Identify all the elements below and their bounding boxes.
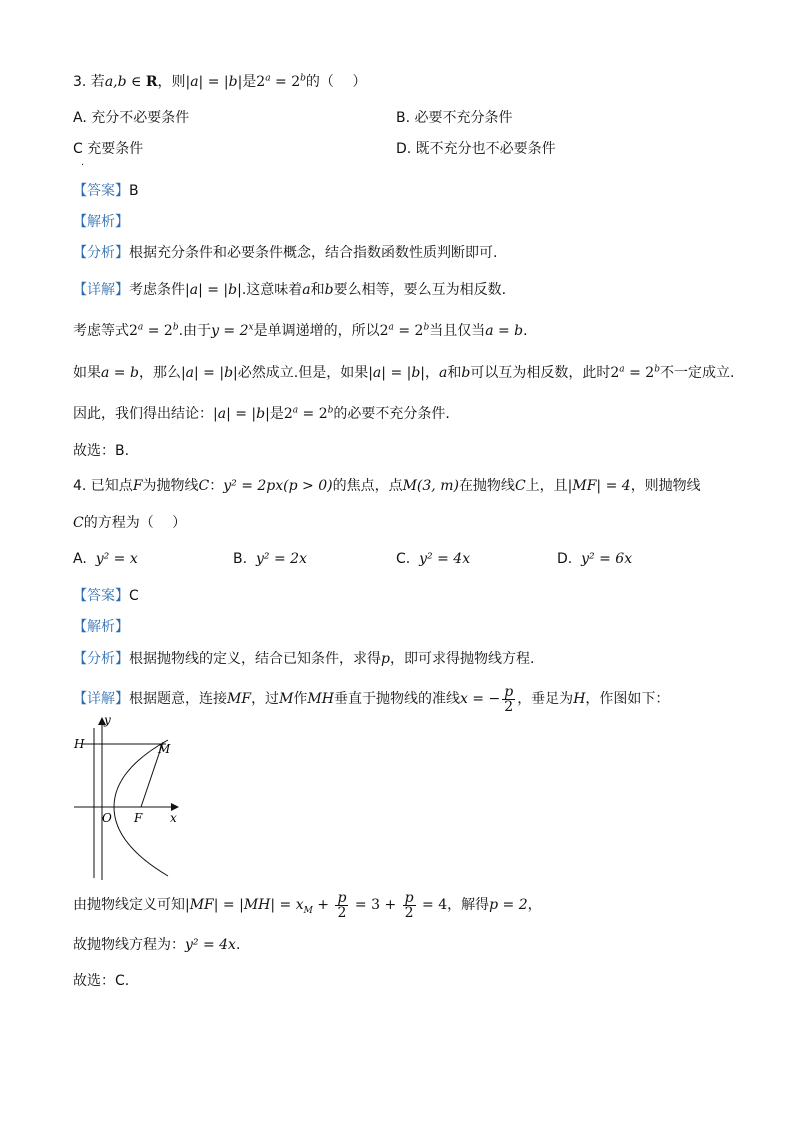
text: ，作图如下： — [585, 691, 670, 707]
math: a — [292, 405, 299, 416]
q4-stem-2 — [73, 513, 186, 533]
q4-option-c — [396, 549, 470, 569]
fig-label-m: M — [158, 742, 171, 756]
label: B. — [233, 551, 248, 567]
q3-eq-base: 2 — [256, 74, 266, 90]
math: = 2 — [298, 406, 328, 422]
q3-stray-dot: · — [81, 160, 85, 171]
math: M — [303, 905, 313, 916]
q3-stem — [73, 72, 366, 92]
fraction-p-over-2 — [502, 685, 515, 714]
math: a — [302, 282, 311, 298]
text: 4. 已知点 — [73, 478, 133, 494]
q4-fenxi — [73, 649, 534, 669]
answer-tag: 【答案】 — [73, 183, 129, 199]
q3-number: 3. 若 — [73, 74, 105, 90]
text: .由于 — [178, 323, 212, 339]
q3-xiangjie-2 — [73, 321, 528, 341]
q3-option-c: C 充要条件 — [73, 141, 144, 157]
fig-label-f: F — [134, 811, 143, 825]
q3-option-d: D. 既不充分也不必要条件 — [396, 141, 556, 157]
text: 和 — [447, 365, 462, 381]
q3-xiangjie-3 — [73, 363, 734, 383]
math: 2 — [610, 365, 620, 381]
numerator: p — [504, 683, 514, 700]
math: y² = x — [95, 551, 138, 567]
q4-option-d — [557, 549, 632, 569]
math: 2 — [379, 323, 389, 339]
parabola-figure — [68, 710, 188, 882]
math: = 2 — [143, 323, 173, 339]
math: 2 — [129, 323, 138, 339]
q3-vars: a,b — [104, 74, 127, 90]
text: 如果 — [73, 365, 101, 381]
text: ，解得 — [447, 897, 490, 913]
text: ，即可求得抛物线方程. — [389, 651, 535, 667]
fig-label-x: x — [170, 811, 177, 825]
fraction-p-over-2 — [403, 891, 416, 920]
text: .这意味着 — [241, 282, 303, 298]
math: a — [388, 322, 394, 333]
math: C — [198, 478, 210, 494]
math: H — [573, 691, 586, 707]
math: p — [381, 651, 390, 667]
q3-xiangjie-4 — [73, 404, 450, 424]
text: 的焦点，点 — [332, 478, 403, 494]
math: |MF| = |MH| = x — [185, 897, 304, 913]
text: 由抛物线定义可知 — [73, 897, 185, 913]
q3-exp-a: a — [265, 73, 271, 84]
math: b — [654, 364, 660, 375]
q3-real-set: R — [145, 74, 158, 90]
q3-in: ∈ — [126, 74, 146, 90]
fig-label-h: H — [74, 737, 85, 751]
text: 的方程为（ ） — [83, 515, 187, 531]
math: C — [514, 478, 526, 494]
math: MH — [307, 691, 334, 707]
math: MF — [227, 691, 252, 707]
jiexi-tag: 【解析】 — [73, 619, 129, 635]
q4-xiangjie-2 — [73, 890, 542, 920]
jiexi-tag: 【解析】 — [73, 214, 129, 230]
q4-answer — [73, 586, 139, 606]
math: |a| = |b| — [368, 365, 426, 381]
math: b — [327, 405, 334, 416]
text: 要么相等，要么互为相反数. — [333, 282, 507, 298]
denominator: 2 — [337, 904, 347, 921]
text: 考虑条件 — [129, 282, 185, 298]
q3-tail: 的（ ） — [305, 74, 367, 90]
text: 考虑等式 — [73, 323, 129, 339]
math: p = 2 — [489, 897, 528, 913]
q3-option-b: B. 必要不充分条件 — [396, 110, 513, 126]
q4-xiangjie-3 — [73, 935, 240, 955]
math: = 2 — [624, 365, 655, 381]
text: 因此，我们得出结论： — [73, 406, 213, 422]
fraction-p-over-2 — [335, 891, 348, 920]
math: = 3 + — [350, 897, 401, 913]
q4-guxuan: 故选：C. — [73, 973, 130, 989]
text: 可以互为相反数，此时 — [470, 365, 611, 381]
math: M — [279, 691, 294, 707]
math: a — [137, 322, 144, 333]
math: |a| = |b| — [180, 365, 238, 381]
text: 根据题意，连接 — [129, 691, 227, 707]
q3-guxuan: 故选：B. — [73, 443, 130, 459]
math: y² = 2x — [255, 551, 307, 567]
text: ，垂足为 — [517, 691, 574, 707]
xiangjie-tag: 【详解】 — [73, 691, 129, 707]
text: 为抛物线 — [142, 478, 199, 494]
math: a — [619, 364, 625, 375]
math: = 4 — [417, 897, 448, 913]
text: . — [523, 323, 528, 339]
q4-option-b — [233, 549, 307, 569]
text: 在抛物线 — [458, 478, 515, 494]
math: y² = 2px(p > 0) — [223, 478, 333, 494]
fenxi-tag: 【分析】 — [73, 651, 129, 667]
answer-value: B — [129, 183, 139, 199]
text: ， — [527, 897, 542, 913]
math: |a| = |b| — [185, 282, 242, 298]
text: ： — [209, 478, 224, 494]
math: y = 2 — [211, 323, 249, 339]
q3-answer — [73, 181, 139, 201]
q3-is: 是 — [242, 74, 257, 90]
text: 垂直于抛物线的准线 — [333, 691, 460, 707]
math: = 2 — [393, 323, 424, 339]
text: 是 — [269, 406, 284, 422]
denominator: 2 — [404, 904, 414, 921]
math: F — [132, 478, 143, 494]
numerator: p — [337, 889, 347, 906]
text: 作 — [293, 691, 308, 707]
math: M(3, m) — [402, 478, 459, 494]
text: ， — [425, 365, 440, 381]
q3-option-a: A. 充分不必要条件 — [73, 110, 190, 126]
xiangjie-tag: 【详解】 — [73, 282, 129, 298]
text: 必然成立.但是，如果 — [237, 365, 369, 381]
q4-option-a — [73, 549, 138, 569]
fenxi-text: 根据充分条件和必要条件概念，结合指数函数性质判断即可. — [129, 245, 498, 261]
math: |MF| = 4 — [567, 478, 631, 494]
math: b — [461, 365, 471, 381]
q3-condition: |a| = |b| — [185, 74, 243, 90]
text: ，则抛物线 — [630, 478, 701, 494]
math: b — [324, 282, 334, 298]
q4-jiexi — [73, 617, 129, 637]
fig-label-y: y — [104, 713, 111, 727]
text: 故抛物线方程为： — [73, 937, 185, 953]
fenxi-tag: 【分析】 — [73, 245, 129, 261]
math: a = b — [101, 365, 139, 381]
text: ，过 — [251, 691, 280, 707]
math: b — [423, 322, 430, 333]
answer-tag: 【答案】 — [73, 588, 129, 604]
math: a = b — [485, 323, 524, 339]
text: 上，且 — [525, 478, 568, 494]
label: D. — [557, 551, 573, 567]
numerator: p — [404, 889, 414, 906]
math: y² = 6x — [581, 551, 633, 567]
math: y² = 4x — [185, 937, 236, 953]
math: C — [73, 515, 84, 531]
q3-fenxi — [73, 243, 497, 263]
math: + — [312, 897, 334, 913]
text: 和 — [310, 282, 325, 298]
label: A. — [73, 551, 87, 567]
math: x = − — [459, 691, 501, 707]
answer-value: C — [129, 588, 139, 604]
math: x — [248, 322, 254, 333]
text: 不一定成立. — [659, 365, 735, 381]
q3-then: ，则 — [157, 74, 186, 90]
text: 的必要不充分条件. — [333, 406, 450, 422]
label: C. — [396, 551, 411, 567]
q4-stem-1 — [73, 476, 701, 496]
math: b — [172, 322, 179, 333]
math: y² = 4x — [419, 551, 471, 567]
text: 根据抛物线的定义，结合已知条件，求得 — [129, 651, 381, 667]
text: 当且仅当 — [429, 323, 486, 339]
q3-eq-base2: = 2 — [270, 74, 301, 90]
text: ，那么 — [138, 365, 181, 381]
q3-exp-b: b — [300, 73, 306, 84]
q3-xiangjie-1 — [73, 280, 506, 300]
text: . — [235, 937, 241, 953]
math: 2 — [283, 406, 293, 422]
denominator: 2 — [504, 698, 514, 715]
text: 是单调递增的，所以 — [253, 323, 380, 339]
math: |a| = |b| — [213, 406, 270, 422]
fig-label-o: O — [102, 811, 112, 825]
parabola-curve — [114, 740, 168, 876]
q3-jiexi — [73, 212, 129, 232]
math: a — [439, 365, 448, 381]
